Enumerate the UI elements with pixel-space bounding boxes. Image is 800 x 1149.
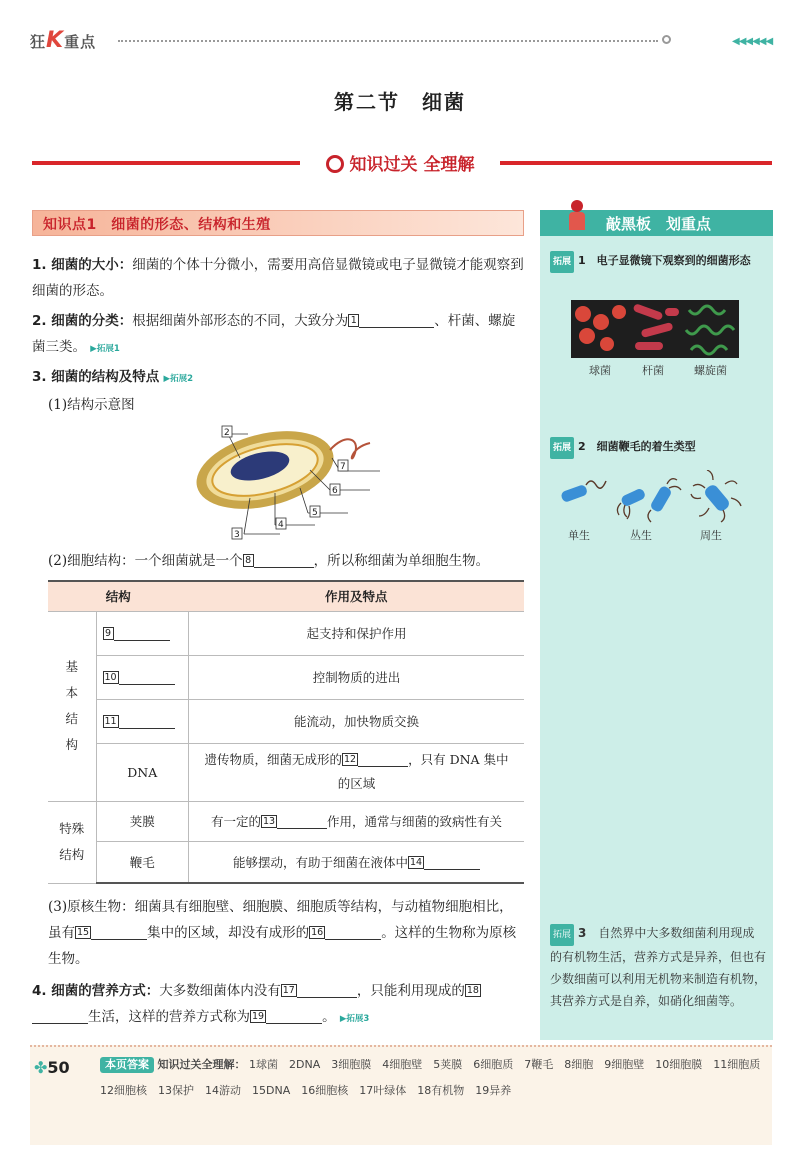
label-spirilla: 螺旋菌	[694, 364, 727, 377]
circle-icon	[662, 35, 671, 44]
structure-table: 结构 作用及特点 基 本 结 构 9 起支持和保护作用 10 控制物质的进出 11 能流动，加快物质交换 DNA 遗传物质，细菌无成形的 12 ，只有 DNA 集中 的区域 特殊 结构 荚膜 有一定的 13 作用，通常与细菌的致病性有关 鞭毛 能够摆动，有助于细菌在液体中 14	[48, 580, 524, 884]
blank-10[interactable]	[119, 669, 175, 685]
arrows-icon: ◀◀◀◀◀◀	[732, 36, 773, 47]
page-number: ✤50	[34, 1058, 70, 1077]
item-3-sub1: (1)结构示意图	[48, 397, 135, 413]
item-3: 3. 细菌的结构及特点 ▶拓展2	[32, 369, 193, 385]
diagram-label: 5	[312, 508, 318, 518]
ext1-caption: 拓展 1 电子显微镜下观察到的细菌形态	[550, 250, 765, 273]
ext3-note: 拓展 3 自然界中大多数细菌利用现成的有机物生活，营养方式是异养，但也有少数细菌可以利用无机物来制造有机物，其营养方式是自养，如硝化细菌等。	[550, 926, 767, 1008]
section-banner: 知识过关 全理解	[300, 150, 500, 175]
answer-list: 本页答案 知识过关全理解： 1球菌 2DNA 3细胞膜 4细胞壁 5荚膜 6细胞质 7鞭毛 8细胞 9细胞壁 10细胞膜 11细胞质 12细胞核 13保护 14游动 15DNA 16细胞核 17叶绿体 18有机物 19异养	[100, 1058, 761, 1097]
lophotrichous-bacterium	[617, 487, 646, 519]
label-bacilli: 杆菌	[642, 364, 664, 377]
page-title: 第二节 细菌	[334, 90, 466, 114]
diagram-label: 4	[278, 520, 284, 530]
table-cell: 荚膜	[96, 801, 189, 841]
label-peritrichous: 周生	[700, 529, 722, 542]
knowledge-point-heading: 知识点1 细菌的形态、结构和生殖	[32, 210, 524, 236]
peritrichous-bacterium	[691, 470, 741, 522]
diagram-label: 7	[340, 462, 346, 472]
micrograph-images	[571, 300, 739, 358]
sprout-icon: ✤	[34, 1058, 48, 1077]
teacher-icon	[566, 200, 588, 234]
table-cell: 起支持和保护作用	[189, 611, 524, 655]
blank-1[interactable]	[359, 312, 434, 328]
col-header-structure: 结构	[48, 581, 189, 611]
blank-15[interactable]	[91, 924, 147, 940]
table-cell: 能流动，加快物质交换	[189, 699, 524, 743]
table-cell: 控制物质的进出	[189, 655, 524, 699]
blank-11[interactable]	[119, 713, 175, 729]
blank-14[interactable]	[424, 854, 480, 870]
target-icon	[326, 155, 344, 173]
blank-18[interactable]	[32, 1008, 88, 1024]
blank-9[interactable]	[114, 625, 170, 641]
monotrichous-2	[648, 479, 681, 522]
item-2: 2. 细菌的分类：根据细菌外部形态的不同，大致分为 1 、杆菌、螺旋菌三类。 ▶拓展1	[32, 313, 516, 355]
flagellum	[330, 439, 370, 458]
label-single: 单生	[568, 529, 590, 542]
group-special: 特殊 结构	[48, 801, 96, 883]
blank-19[interactable]	[266, 1008, 322, 1024]
col-header-function: 作用及特点	[189, 581, 524, 611]
item-3-sub2: (2)细胞结构：一个细菌就是一个 8 ，所以称细菌为单细胞生物。	[48, 553, 490, 569]
blank-12[interactable]	[358, 751, 408, 767]
blank-8[interactable]	[254, 552, 314, 568]
flagella-types-diagram	[555, 470, 755, 525]
sidebar-header: 敲黑板 划重点	[540, 210, 773, 236]
table-cell: DNA	[96, 743, 189, 801]
item-1: 1. 细菌的大小：细菌的个体十分微小，需要用高倍显微镜或电子显微镜才能观察到细菌的形态。	[32, 257, 524, 299]
table-cell: 鞭毛	[96, 841, 189, 883]
table-cell: 能够摆动，有助于细菌在液体中 14	[189, 841, 524, 883]
table-cell: 遗传物质，细菌无成形的 12 ，只有 DNA 集中 的区域	[189, 743, 524, 801]
item-3-sub3: (3)原核生物：细菌具有细胞壁、细胞膜、细胞质等结构，与动植物细胞相比，虽有 15 集中的区域，却没有成形的 16 。这样的生物称为原核生物。	[48, 899, 517, 967]
blank-16[interactable]	[325, 924, 381, 940]
diagram-label: 2	[224, 428, 230, 438]
header-divider	[118, 40, 658, 42]
blank-13[interactable]	[277, 813, 327, 829]
bacterium-diagram	[180, 418, 400, 544]
diagram-label: 6	[332, 486, 338, 496]
brand-logo: 狂K重点	[30, 28, 97, 53]
group-basic: 基 本 结 构	[48, 611, 96, 801]
item-4: 4. 细菌的营养方式：大多数细菌体内没有 17 ，只能利用现成的 18生活，这样的营养方式称为 19 。 ▶拓展3	[32, 983, 479, 1025]
diagram-label: 3	[234, 530, 240, 540]
table-cell: 有一定的 13 作用，通常与细菌的致病性有关	[189, 801, 524, 841]
label-tuft: 丛生	[630, 529, 652, 542]
label-cocci: 球菌	[589, 364, 611, 377]
blank-17[interactable]	[297, 982, 357, 998]
ext2-caption: 拓展 2 细菌鞭毛的着生类型	[550, 436, 765, 459]
monotrichous-bacterium	[560, 481, 606, 503]
